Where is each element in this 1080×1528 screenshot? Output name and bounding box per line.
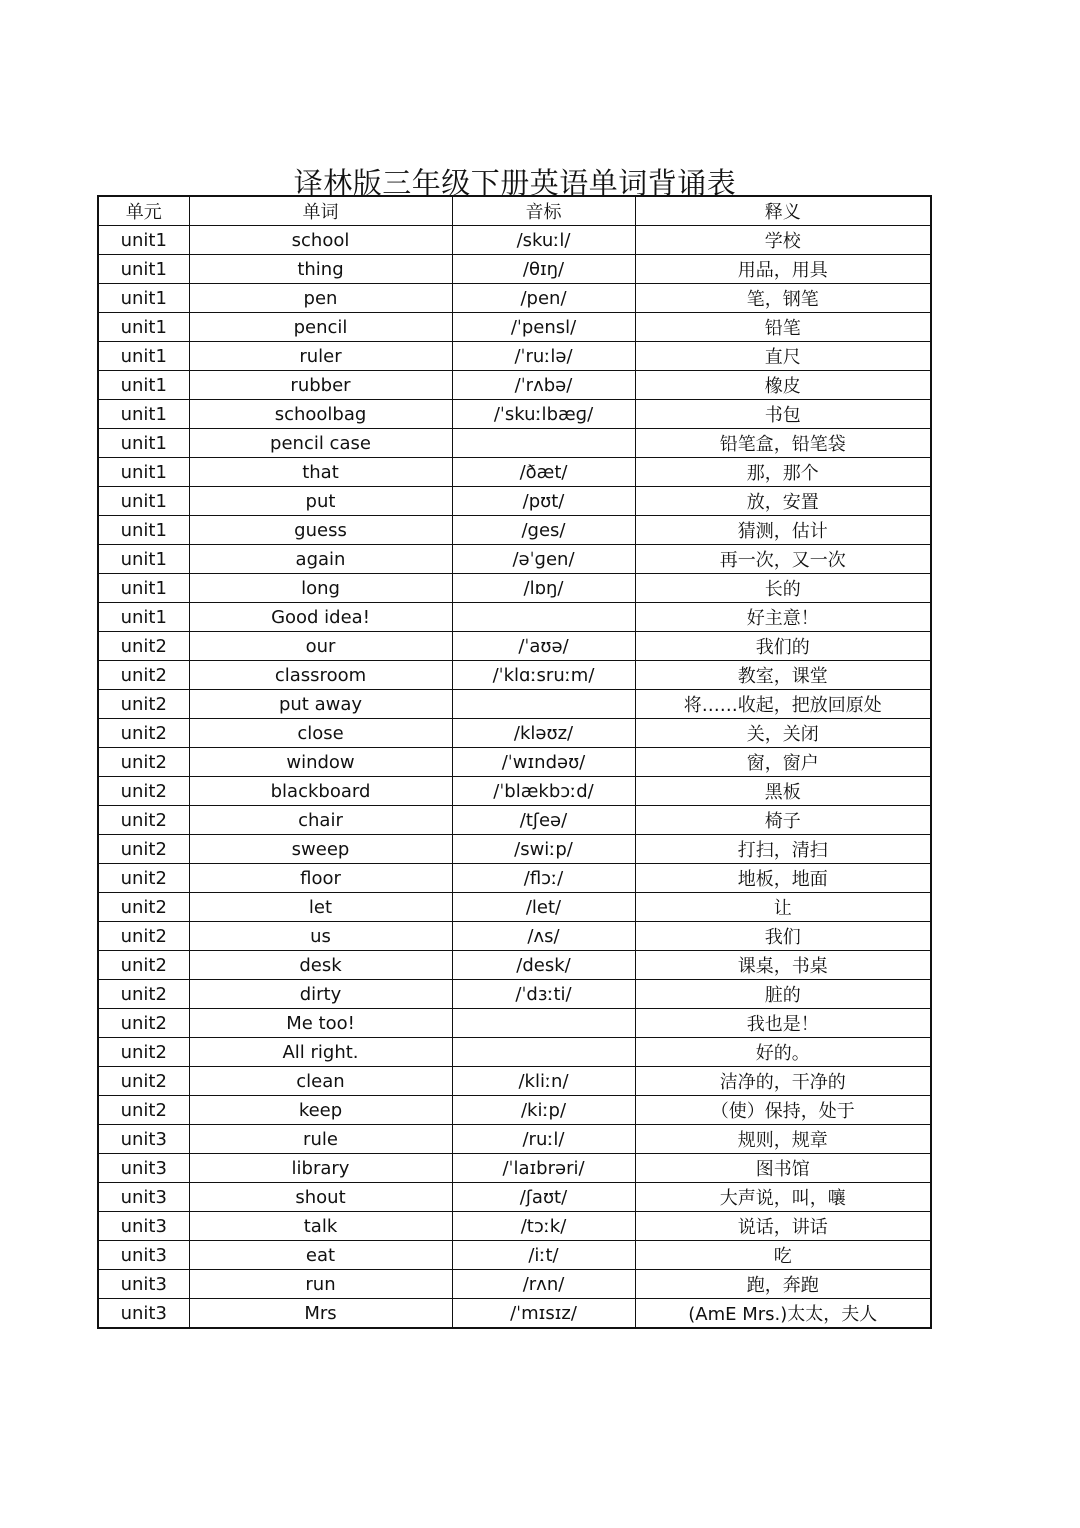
cell-phonetic: /ˈmɪsɪz/ (452, 1299, 635, 1329)
cell-unit: unit2 (98, 980, 189, 1009)
cell-meaning: （使）保持，处于 (635, 1096, 931, 1125)
cell-meaning: 直尺 (635, 342, 931, 371)
cell-meaning: 放，安置 (635, 487, 931, 516)
cell-meaning: 课桌，书桌 (635, 951, 931, 980)
cell-word: that (189, 458, 452, 487)
cell-phonetic: /swiːp/ (452, 835, 635, 864)
cell-word: rule (189, 1125, 452, 1154)
cell-unit: unit1 (98, 255, 189, 284)
cell-unit: unit2 (98, 835, 189, 864)
cell-phonetic: /ˈdɜːti/ (452, 980, 635, 1009)
cell-phonetic: /kliːn/ (452, 1067, 635, 1096)
cell-word: chair (189, 806, 452, 835)
table-row (98, 516, 931, 545)
cell-word: Good idea! (189, 603, 452, 632)
cell-unit: unit3 (98, 1212, 189, 1241)
cell-phonetic: /ruːl/ (452, 1125, 635, 1154)
cell-meaning: 洁净的，干净的 (635, 1067, 931, 1096)
cell-word: our (189, 632, 452, 661)
cell-phonetic: /kləʊz/ (452, 719, 635, 748)
cell-word: talk (189, 1212, 452, 1241)
cell-word: again (189, 545, 452, 574)
cell-phonetic: /ˈaʊə/ (452, 632, 635, 661)
table-row (98, 603, 931, 632)
cell-unit: unit2 (98, 951, 189, 980)
table-row (98, 545, 931, 574)
cell-word: pencil (189, 313, 452, 342)
cell-meaning: 橡皮 (635, 371, 931, 400)
cell-unit: unit2 (98, 893, 189, 922)
cell-unit: unit1 (98, 603, 189, 632)
cell-unit: unit2 (98, 748, 189, 777)
cell-word: sweep (189, 835, 452, 864)
table-row (98, 1183, 931, 1212)
cell-unit: unit2 (98, 661, 189, 690)
cell-phonetic (452, 429, 635, 458)
cell-meaning: 关，关闭 (635, 719, 931, 748)
cell-meaning: 地板，地面 (635, 864, 931, 893)
cell-word: shout (189, 1183, 452, 1212)
table-row (98, 719, 931, 748)
header-word: 单词 (189, 196, 452, 226)
cell-unit: unit2 (98, 1067, 189, 1096)
cell-unit: unit3 (98, 1154, 189, 1183)
cell-phonetic (452, 690, 635, 719)
table-row (98, 893, 931, 922)
cell-unit: unit2 (98, 719, 189, 748)
cell-meaning: 我也是！ (635, 1009, 931, 1038)
cell-word: ruler (189, 342, 452, 371)
cell-phonetic: /ʌs/ (452, 922, 635, 951)
cell-unit: unit2 (98, 777, 189, 806)
cell-word: schoolbag (189, 400, 452, 429)
cell-phonetic: /ˈpensl/ (452, 313, 635, 342)
table-row (98, 284, 931, 313)
table-row (98, 690, 931, 719)
cell-phonetic: /ges/ (452, 516, 635, 545)
table-row (98, 951, 931, 980)
cell-phonetic: /ðæt/ (452, 458, 635, 487)
table-row (98, 1038, 931, 1067)
cell-meaning: 图书馆 (635, 1154, 931, 1183)
cell-meaning: 跑，奔跑 (635, 1270, 931, 1299)
cell-meaning: 长的 (635, 574, 931, 603)
cell-meaning: (AmE Mrs.)太太，夫人 (635, 1299, 931, 1329)
cell-phonetic: /ˈruːlə/ (452, 342, 635, 371)
cell-unit: unit1 (98, 226, 189, 255)
cell-unit: unit1 (98, 574, 189, 603)
cell-phonetic (452, 603, 635, 632)
table-row (98, 1241, 931, 1270)
header-phonetic: 音标 (452, 196, 635, 226)
cell-phonetic: /θɪŋ/ (452, 255, 635, 284)
cell-meaning: 学校 (635, 226, 931, 255)
cell-unit: unit3 (98, 1241, 189, 1270)
cell-word: thing (189, 255, 452, 284)
cell-phonetic (452, 1038, 635, 1067)
table-row (98, 748, 931, 777)
cell-word: All right. (189, 1038, 452, 1067)
cell-unit: unit1 (98, 487, 189, 516)
cell-meaning: 我们的 (635, 632, 931, 661)
cell-phonetic: /desk/ (452, 951, 635, 980)
cell-word: Me too! (189, 1009, 452, 1038)
cell-word: pen (189, 284, 452, 313)
table-row (98, 313, 931, 342)
table-row (98, 1096, 931, 1125)
cell-unit: unit2 (98, 864, 189, 893)
cell-phonetic: /ˈblækbɔːd/ (452, 777, 635, 806)
cell-phonetic: /ˈklɑːsruːm/ (452, 661, 635, 690)
cell-meaning: 好主意！ (635, 603, 931, 632)
table-row (98, 1212, 931, 1241)
cell-meaning: 椅子 (635, 806, 931, 835)
cell-phonetic: /rʌn/ (452, 1270, 635, 1299)
cell-meaning: 笔，钢笔 (635, 284, 931, 313)
cell-unit: unit3 (98, 1270, 189, 1299)
cell-word: school (189, 226, 452, 255)
table-row (98, 806, 931, 835)
cell-phonetic: /lɒŋ/ (452, 574, 635, 603)
cell-word: rubber (189, 371, 452, 400)
cell-word: pencil case (189, 429, 452, 458)
cell-word: classroom (189, 661, 452, 690)
cell-unit: unit3 (98, 1183, 189, 1212)
cell-unit: unit3 (98, 1125, 189, 1154)
cell-unit: unit2 (98, 1009, 189, 1038)
table-row (98, 661, 931, 690)
cell-meaning: 说话，讲话 (635, 1212, 931, 1241)
cell-unit: unit1 (98, 458, 189, 487)
cell-phonetic: /ˈskuːlbæɡ/ (452, 400, 635, 429)
cell-meaning: 脏的 (635, 980, 931, 1009)
cell-meaning: 好的。 (635, 1038, 931, 1067)
table-row (98, 342, 931, 371)
cell-word: desk (189, 951, 452, 980)
cell-word: blackboard (189, 777, 452, 806)
table-row (98, 1125, 931, 1154)
cell-unit: unit3 (98, 1299, 189, 1329)
table-row (98, 980, 931, 1009)
cell-phonetic: /əˈɡen/ (452, 545, 635, 574)
cell-meaning: 教室，课堂 (635, 661, 931, 690)
cell-meaning: 铅笔 (635, 313, 931, 342)
cell-phonetic: /ˈrʌbə/ (452, 371, 635, 400)
table-row (98, 371, 931, 400)
table-row (98, 632, 931, 661)
cell-phonetic: /skuːl/ (452, 226, 635, 255)
cell-unit: unit1 (98, 313, 189, 342)
header-meaning: 释义 (635, 196, 931, 226)
cell-phonetic: /ʃaʊt/ (452, 1183, 635, 1212)
cell-meaning: 吃 (635, 1241, 931, 1270)
cell-word: close (189, 719, 452, 748)
cell-word: clean (189, 1067, 452, 1096)
cell-word: eat (189, 1241, 452, 1270)
cell-meaning: 猜测，估计 (635, 516, 931, 545)
cell-meaning: 我们 (635, 922, 931, 951)
cell-phonetic: /flɔː/ (452, 864, 635, 893)
cell-meaning: 规则，规章 (635, 1125, 931, 1154)
table-row (98, 1067, 931, 1096)
cell-unit: unit1 (98, 429, 189, 458)
cell-meaning: 将……收起，把放回原处 (635, 690, 931, 719)
cell-word: keep (189, 1096, 452, 1125)
cell-word: let (189, 893, 452, 922)
table-row (98, 777, 931, 806)
cell-phonetic: /ˈwɪndəʊ/ (452, 748, 635, 777)
cell-word: window (189, 748, 452, 777)
table-row (98, 1270, 931, 1299)
table-row (98, 922, 931, 951)
cell-meaning: 窗，窗户 (635, 748, 931, 777)
table-row (98, 458, 931, 487)
header-unit: 单元 (98, 196, 189, 226)
cell-phonetic: /tʃeə/ (452, 806, 635, 835)
cell-meaning: 铅笔盒，铅笔袋 (635, 429, 931, 458)
cell-meaning: 那，那个 (635, 458, 931, 487)
table-header-row (98, 196, 931, 226)
cell-word: floor (189, 864, 452, 893)
cell-unit: unit2 (98, 1096, 189, 1125)
vocabulary-table (97, 195, 932, 1329)
cell-unit: unit1 (98, 545, 189, 574)
cell-word: guess (189, 516, 452, 545)
cell-meaning: 黑板 (635, 777, 931, 806)
cell-phonetic: /pʊt/ (452, 487, 635, 516)
cell-phonetic: /kiːp/ (452, 1096, 635, 1125)
table-row (98, 1009, 931, 1038)
table-row (98, 400, 931, 429)
cell-phonetic: /tɔːk/ (452, 1212, 635, 1241)
cell-phonetic: /let/ (452, 893, 635, 922)
cell-unit: unit1 (98, 516, 189, 545)
cell-unit: unit2 (98, 922, 189, 951)
page-title: 译林版三年级下册英语单词背诵表 (293, 166, 737, 201)
cell-meaning: 大声说，叫，嚷 (635, 1183, 931, 1212)
cell-unit: unit2 (98, 632, 189, 661)
table-body (98, 226, 931, 1329)
cell-meaning: 书包 (635, 400, 931, 429)
table-row (98, 574, 931, 603)
table-row (98, 487, 931, 516)
cell-word: Mrs (189, 1299, 452, 1329)
cell-phonetic (452, 1009, 635, 1038)
cell-unit: unit2 (98, 1038, 189, 1067)
cell-word: long (189, 574, 452, 603)
cell-word: us (189, 922, 452, 951)
cell-word: put away (189, 690, 452, 719)
table-row (98, 226, 931, 255)
cell-unit: unit2 (98, 806, 189, 835)
cell-meaning: 打扫，清扫 (635, 835, 931, 864)
cell-unit: unit1 (98, 284, 189, 313)
cell-phonetic: /iːt/ (452, 1241, 635, 1270)
cell-unit: unit1 (98, 400, 189, 429)
cell-meaning: 用品，用具 (635, 255, 931, 284)
table-row (98, 1154, 931, 1183)
cell-word: put (189, 487, 452, 516)
table-row (98, 255, 931, 284)
cell-unit: unit1 (98, 371, 189, 400)
table-row (98, 864, 931, 893)
cell-word: dirty (189, 980, 452, 1009)
table-row (98, 429, 931, 458)
cell-word: run (189, 1270, 452, 1299)
cell-meaning: 再一次，又一次 (635, 545, 931, 574)
cell-meaning: 让 (635, 893, 931, 922)
cell-phonetic: /pen/ (452, 284, 635, 313)
table-row (98, 835, 931, 864)
cell-unit: unit2 (98, 690, 189, 719)
cell-phonetic: /ˈlaɪbrəri/ (452, 1154, 635, 1183)
table-row (98, 1299, 931, 1329)
cell-unit: unit1 (98, 342, 189, 371)
cell-word: library (189, 1154, 452, 1183)
